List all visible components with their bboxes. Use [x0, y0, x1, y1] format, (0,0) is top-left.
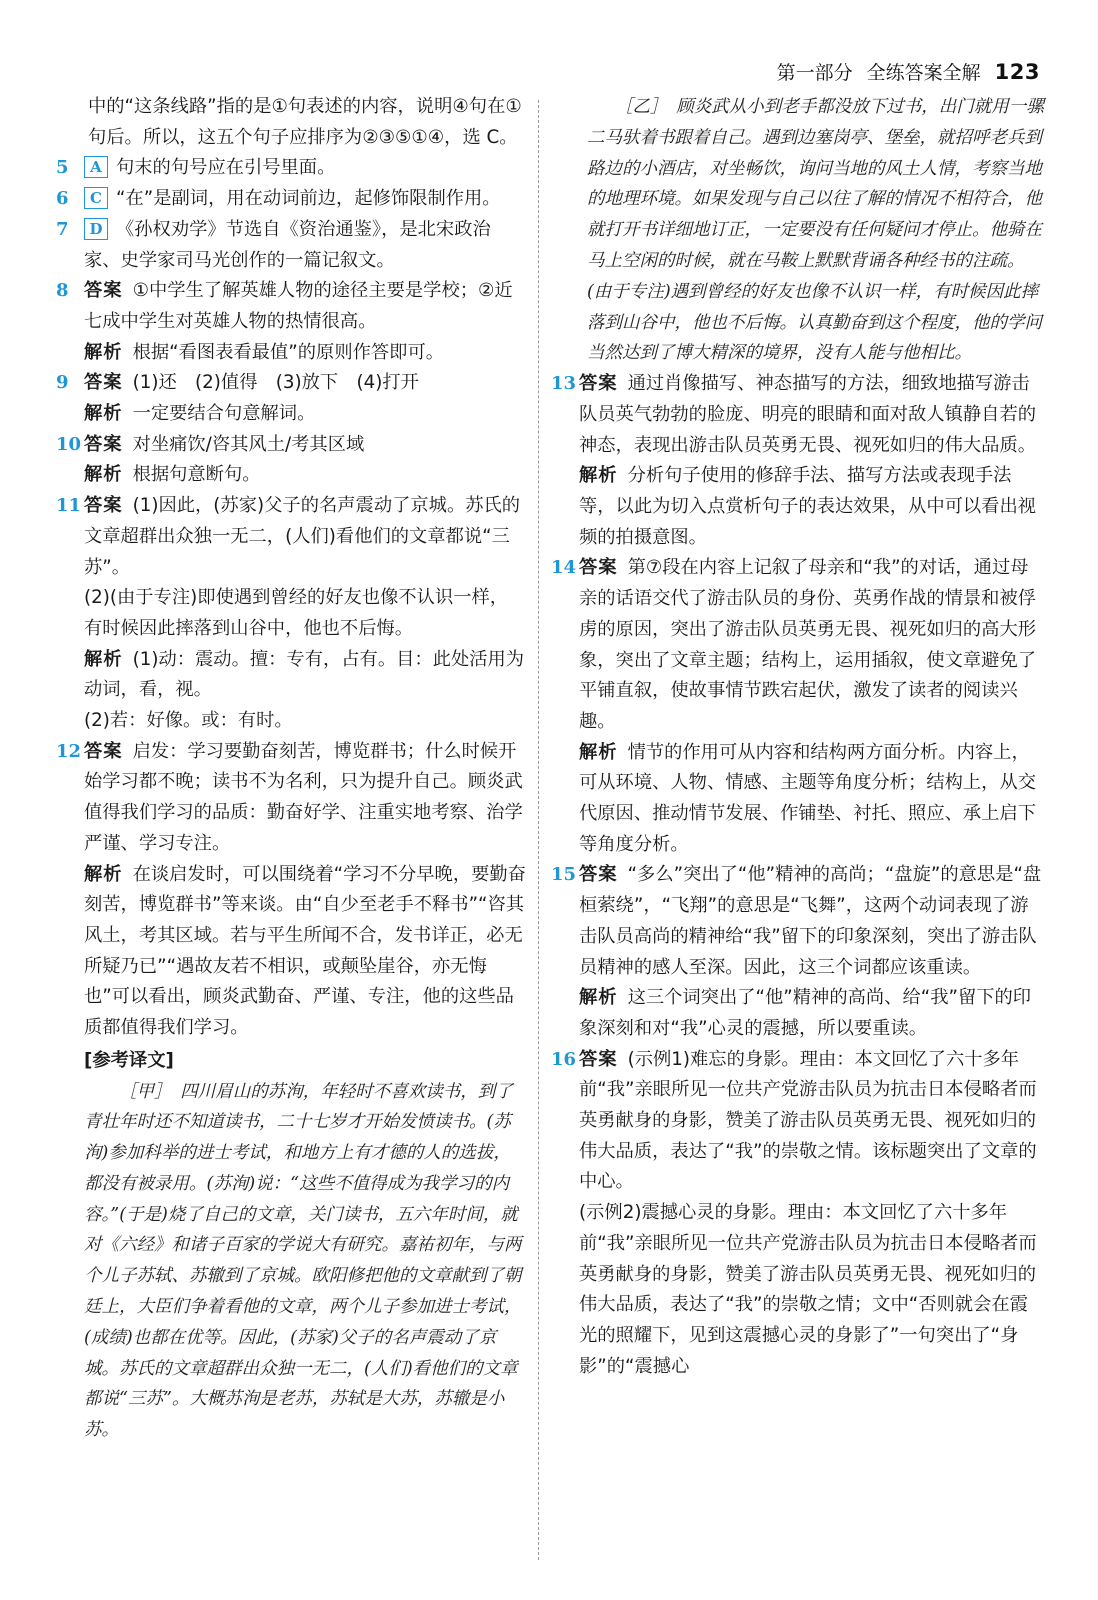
- question-14: [551, 553, 1045, 860]
- analysis-text: 情节的作用可从内容和结构两方面分析。内容上，可从环境、人物、情感、主题等角度分析；结构上，从交代原因、推动情节发展、作铺垫、衬托、照应、承上启下等角度分析。: [579, 741, 1037, 855]
- answer-label: 答案: [579, 864, 618, 886]
- question-number: 10: [56, 433, 82, 455]
- reference-translation-title: [参考译文]: [84, 1049, 174, 1071]
- section-label: 第一部分: [776, 62, 853, 84]
- q4-continuation: 中的“这条线路”指的是①句表述的内容，说明④句在①句后。所以，这五个句子应排序为②③⑤①④，选 C。: [88, 96, 522, 148]
- analysis-text: 在谈启发时，可以围绕着“学习不分早晚，要勤奋刻苦，博览群书”等来谈。由“自少至老手不释书”“咨其风土，考其区域。若与平生所闻不合，发书详正，必无所疑乃已”“遇故友若不相识，或颠坠崖谷，亦无悔也”可以看出，顾炎武勤奋、严谨、专注，他的这些品质都值得我们学习。: [84, 863, 526, 1039]
- answer-text: ①中学生了解英雄人物的途径主要是学校；②近七成中学生对英雄人物的热情很高。: [84, 280, 513, 332]
- question-5: [56, 153, 526, 184]
- answer-choice-badge: D: [84, 218, 108, 240]
- answer-text: (2)(由于专注)即使遇到曾经的好友也像不认识一样，有时候因此摔落到山谷中，他也不后悔。: [84, 587, 509, 639]
- answer-choice-badge: C: [84, 187, 108, 209]
- answer-text: 启发：学习要勤奋刻苦，博览群书；什么时候开始学习都不晚；读书不为名利，只为提升自己。顾炎武值得我们学习的品质：勤奋好学、注重实地考察、治学严谨、学习专注。: [84, 740, 523, 854]
- answer-text: (1)因此，(苏家)父子的名声震动了京城。苏氏的文章超群出众独一无二，(人们)看他们的文章都说“三苏”。: [84, 495, 521, 578]
- answer-label: 答案: [579, 1048, 618, 1070]
- question-8: [56, 276, 526, 368]
- page-number: 123: [994, 60, 1040, 84]
- analysis-text: 根据“看图表看最值”的原则作答即可。: [132, 341, 445, 363]
- question-number: 7: [56, 218, 69, 240]
- page-header: [777, 58, 1040, 85]
- answer-text: 通过肖像描写、神态描写的方法，细致地描写游击队员英气勃勃的脸庞、明亮的眼睛和面对敌人镇静自若的神态，表现出游击队员英勇无畏、视死如归的伟大品质。: [579, 373, 1037, 456]
- answer-text: (1)还 (2)值得 (3)放下 (4)打开: [132, 372, 419, 394]
- question-number: 15: [551, 864, 577, 886]
- analysis-text: (2)若：好像。或：有时。: [84, 710, 293, 732]
- column-divider: [538, 100, 539, 1560]
- analysis-label: 解析: [84, 341, 123, 363]
- left-column: [56, 92, 526, 1570]
- answer-text: 《孙权劝学》节选自《资治通鉴》，是北宋政治家、史学家司马光创作的一篇记叙文。: [84, 218, 491, 271]
- analysis-text: 分析句子使用的修辞手法、描写方法或表现手法等，以此为切入点赏析句子的表达效果，从中可以看出视频的拍摄意图。: [579, 465, 1037, 548]
- answer-label: 答案: [84, 495, 123, 517]
- question-number: 16: [551, 1048, 577, 1070]
- right-column: [551, 92, 1045, 1570]
- answer-text: 第⑦段在内容上记叙了母亲和“我”的对话，通过母亲的话语交代了游击队员的身份、英勇作战的情景和被俘虏的原因，突出了游击队员英勇无畏、视死如归的高大形象，突出了文章主题；结构上，运用插叙，使文章避免了平铺直叙，使故事情节跌宕起伏，激发了读者的阅读兴趣。: [579, 557, 1037, 732]
- question-number: 12: [56, 740, 82, 762]
- analysis-label: 解析: [84, 863, 123, 885]
- question-6: [56, 184, 526, 215]
- question-number: 5: [56, 157, 69, 179]
- question-7: [56, 215, 526, 276]
- analysis-label: 解析: [579, 987, 618, 1009]
- analysis-label: 解析: [579, 741, 618, 763]
- analysis-text: 一定要结合句意解词。: [132, 403, 316, 425]
- answer-text: 对坐痛饮/咨其风土/考其区域: [132, 433, 365, 455]
- translation-jia: ［甲］ 四川眉山的苏洵，年轻时不喜欢读书，到了青壮年时还不知道读书，二十七岁才开始发愤读书。(苏洵)参加科举的进士考试，和地方上有才德的人的选拔，都没有被录用。(苏洵)说：“这些不值得成为我学习的内容。”(于是)烧了自己的文章，关门读书，五六年时间，就对《六经》和诸子百家的学说大有研究。嘉祐初年，与两个儿子苏轼、苏辙到了京城。欧阳修把他的文章献到了朝廷上，大臣们争着看他的文章，两个儿子参加进士考试，(成绩)也都在优等。因此，(苏家)父子的名声震动了京城。苏氏的文章超群出众独一无二，(人们)看他们的文章都说“三苏”。大概苏洵是老苏，苏轼是大苏，苏辙是小苏。: [84, 1081, 522, 1441]
- analysis-text: 根据句意断句。: [132, 464, 261, 486]
- translation-yi: ［乙］ 顾炎武从小到老手都没放下过书，出门就用一骡二马驮着书跟着自己。遇到边塞岗亭、堡垒，就招呼老兵到路边的小酒店，对坐畅饮，询问当地的风土人情，考察当地的地理环境。如果发现与自己以往了解的情况不相符合，他就打开书详细地订正，一定要没有任何疑问才停止。他骑在马上空闲的时候，就在马鞍上默默背诵各种经书的注疏。(由于专注)遇到曾经的好友也像不认识一样，有时候因此摔落到山谷中，他也不后悔。认真勤奋到这个程度，他的学问当然达到了博大精深的境界，没有人能与他相比。: [587, 97, 1044, 364]
- question-15: [551, 860, 1045, 1044]
- analysis-label: 解析: [579, 465, 618, 487]
- answer-label: 答案: [84, 372, 123, 394]
- answer-text: (示例1)难忘的身影。理由：本文回忆了六十多年前“我”亲眼所见一位共产党游击队员为抗击日本侵略者而英勇献身的身影，赞美了游击队员英勇无畏、视死如归的伟大品质，表达了“我”的崇敬之情。该标题突出了文章的中心。: [579, 1048, 1037, 1193]
- question-11: [56, 491, 526, 737]
- question-number: 6: [56, 188, 69, 210]
- question-number: 14: [551, 557, 577, 579]
- book-subtitle: 全练答案全解: [866, 62, 981, 84]
- answer-label: 答案: [579, 557, 618, 579]
- question-number: 13: [551, 373, 577, 395]
- answer-label: 答案: [84, 433, 123, 455]
- question-12: [56, 737, 526, 1446]
- answer-text: (示例2)震撼心灵的身影。理由：本文回忆了六十多年前“我”亲眼所见一位共产党游击队员为抗击日本侵略者而英勇献身的身影，赞美了游击队员英勇无畏、视死如归的伟大品质，表达了“我”的崇敬之情；文中“否则就会在霞光的照耀下，见到这震撼心灵的身影了”一句突出了“身影”的“震撼心: [579, 1202, 1037, 1377]
- analysis-text: 这三个词突出了“他”精神的高尚、给“我”留下的印象深刻和对“我”心灵的震撼，所以要重读。: [579, 987, 1032, 1039]
- analysis-label: 解析: [84, 464, 123, 486]
- question-13: [551, 369, 1045, 553]
- analysis-label: 解析: [84, 648, 123, 670]
- answer-label: 答案: [84, 280, 123, 302]
- answer-label: 答案: [84, 740, 123, 762]
- analysis-label: 解析: [84, 403, 123, 425]
- question-number: 8: [56, 280, 69, 302]
- question-10: [56, 430, 526, 491]
- analysis-text: (1)动：震动。擅：专有，占有。目：此处活用为动词，看，视。: [84, 648, 525, 701]
- answer-text: 句末的句号应在引号里面。: [116, 157, 336, 179]
- answer-text: “多么”突出了“他”精神的高尚；“盘旋”的意思是“盘桓萦绕”，“飞翔”的意思是“飞舞”，这两个动词表现了游击队员高尚的精神给“我”留下的印象深刻，突出了游击队员精神的感人至深。因此，这三个词都应该重读。: [579, 864, 1042, 978]
- answer-label: 答案: [579, 373, 618, 395]
- question-number: 11: [56, 495, 82, 517]
- answer-choice-badge: A: [84, 156, 108, 178]
- answer-text: “在”是副词，用在动词前边，起修饰限制作用。: [116, 188, 501, 210]
- question-16: [551, 1045, 1045, 1383]
- question-number: 9: [56, 372, 69, 394]
- question-9: [56, 368, 526, 429]
